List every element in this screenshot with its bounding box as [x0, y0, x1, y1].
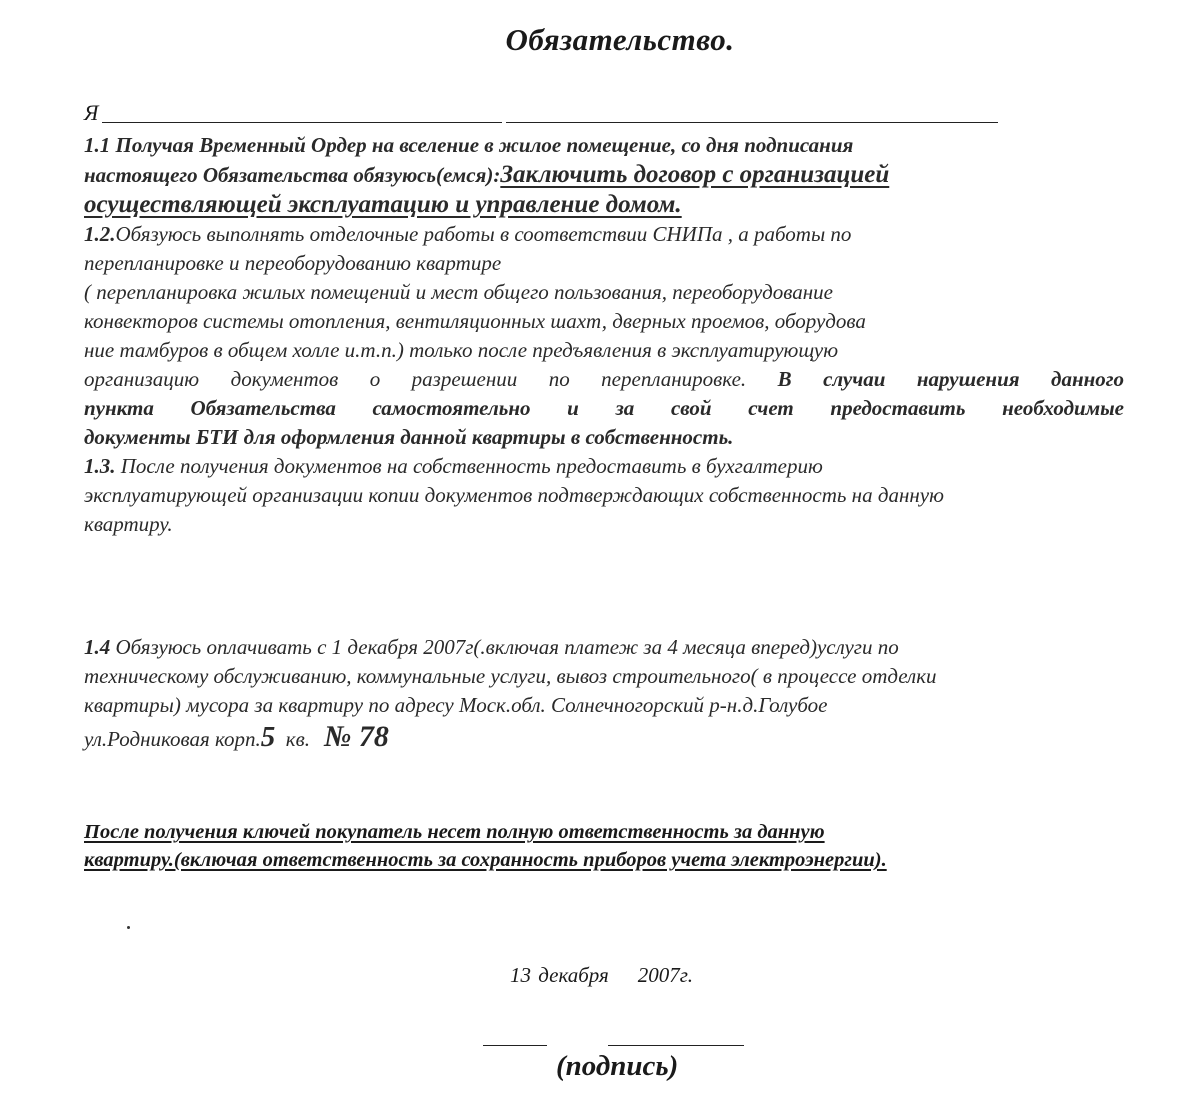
clause-1-4-line-1: [84, 633, 1124, 662]
clause-1-1-emphasis: Заключить договор с организацией: [500, 161, 890, 188]
document-date: 13 декабря 2007г.: [510, 963, 693, 987]
name-line: [84, 100, 98, 126]
signature-label: (подпись): [556, 1050, 679, 1082]
clauses-1-1-to-1-3: [84, 131, 1124, 539]
clause-1-1-line-1: 1.1 Получая Временный Ордер на вселение в жилое помещение, со дня подписания: [84, 133, 854, 157]
name-prefix: Я: [84, 100, 99, 125]
clause-1-2-line-8: документы БТИ для оформления данной квартиры в собственность.: [84, 425, 734, 449]
clause-1-2-line-5: ние тамбуров в общем холле и.т.п.) только после предъявления в эксплуатирующую: [84, 338, 839, 362]
apartment-label: кв.: [285, 727, 310, 751]
apartment-number: № 78: [323, 720, 389, 753]
clause-1-2-line-7: пункта Обязательства самостоятельно и за свой счет предоставить необходимые: [84, 396, 1124, 420]
clause-1-2-line-2: перепланировке и переоборудованию квартире: [84, 251, 502, 275]
clause-1-3-line-2: эксплуатирующей организации копии документов подтверждающих собственность на данную: [84, 483, 944, 507]
responsibility-notice: [84, 818, 1124, 874]
clause-1-1-line-2: [84, 160, 1124, 190]
clause-1-2-line-1: [84, 220, 1124, 249]
clause-1-2-bold-6: В случаи нарушения данного: [777, 367, 1125, 391]
stray-dot: [127, 926, 130, 929]
clause-1-2-text-1: Обязуюсь выполнять отделочные работы в соответствии СНИПа , а работы по: [115, 222, 852, 246]
clause-1-1-line-3: [84, 190, 1124, 220]
signature-blank-2: [608, 1045, 744, 1046]
clause-1-2-number: 1.2.: [84, 222, 116, 246]
clause-1-4-line-4: [84, 722, 1124, 754]
clause-1-4-text-1: Обязуюсь оплачивать с 1 декабря 2007г(.включая платеж за 4 месяца вперед)услуги по: [115, 635, 899, 659]
clause-1-2-line-3: ( перепланировка жилых помещений и мест общего пользования, переоборудование: [84, 280, 833, 304]
clause-1-4: [84, 633, 1124, 754]
clause-1-4-line-2: техническому обслуживанию, коммунальные услуги, вывоз строительного( в процессе отделки: [84, 664, 937, 688]
clause-1-4-number: 1.4: [84, 635, 111, 659]
clause-1-3-text-1: После получения документов на собственность предоставить в бухгалтерию: [120, 454, 823, 478]
notice-line-2: квартиру.(включая ответственность за сохранность приборов учета электроэнергии).: [84, 849, 887, 871]
clause-1-1-lead: настоящего Обязательства обязуюсь(емся):: [84, 163, 501, 187]
clause-1-3-line-3: квартиру.: [84, 512, 173, 536]
clause-1-1-emphasis-2: осуществляющей эксплуатацию и управление домом.: [84, 191, 682, 218]
clause-1-2-line-4: конвекторов системы отопления, вентиляционных шахт, дверных проемов, оборудова: [84, 309, 866, 333]
address-street: ул.Родниковая корп.: [84, 727, 261, 751]
name-blank-2: [506, 122, 998, 123]
document-title: Обязательство.: [505, 22, 735, 57]
building-number: 5: [260, 721, 276, 753]
clause-1-2-line-6: [84, 365, 1124, 394]
clause-1-2-text-6: организацию документов о разрешении по перепланировке.: [84, 367, 747, 391]
notice-line-1: После получения ключей покупатель несет полную ответственность за данную: [84, 821, 825, 843]
name-blank-1: [102, 122, 502, 123]
signature-blank-1: [483, 1045, 547, 1046]
clause-1-4-line-3: квартиры) мусора за квартиру по адресу Моск.обл. Солнечногорский р-н.д.Голубое: [84, 693, 828, 717]
clause-1-3-line-1: [84, 452, 1124, 481]
clause-1-3-number: 1.3.: [84, 454, 116, 478]
